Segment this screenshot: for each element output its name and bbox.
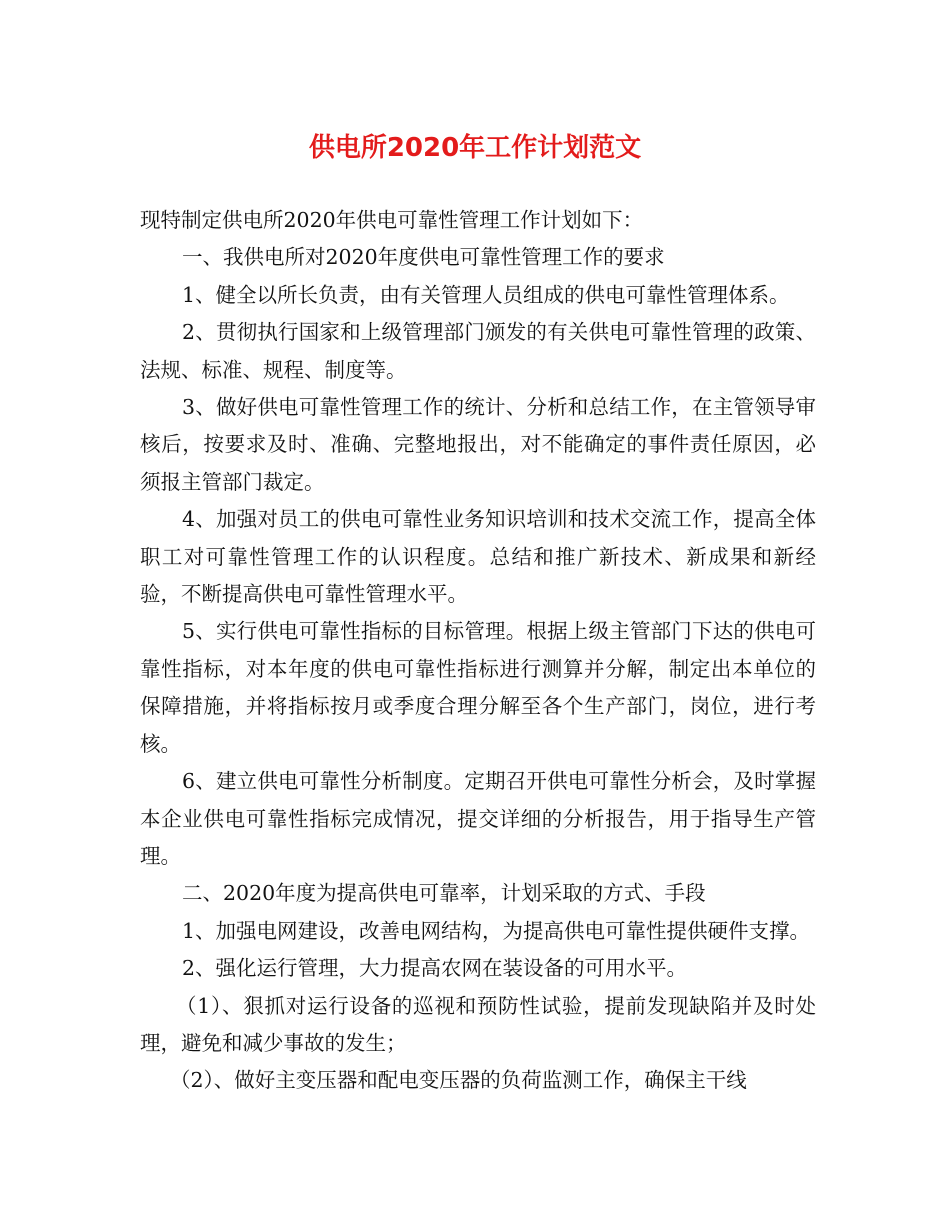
paragraph-item-4: 4、加强对员工的供电可靠性业务知识培训和技术交流工作，提高全体职工对可靠性管理工作的认识程度。总结和推广新技术、新成果和新经验，不断提高供电可靠性管理水平。 — [140, 507, 816, 607]
document-title: 供电所2020年工作计划范文 — [308, 133, 642, 163]
paragraph-item-5: 5、实行供电可靠性指标的目标管理。根据上级主管部门下达的供电可靠性指标，对本年度的供电可靠性指标进行测算并分解，制定出本单位的保障措施，并将指标按月或季度合理分解至各个生产部门，岗位，进行考核。 — [140, 619, 816, 756]
paragraph-item-1: 1、健全以所长负责，由有关管理人员组成的供电可靠性管理体系。 — [182, 282, 790, 307]
paragraph-item-3: 3、做好供电可靠性管理工作的统计、分析和总结工作，在主管领导审核后，按要求及时、准确、完整地报出，对不能确定的事件责任原因，必须报主管部门裁定。 — [140, 395, 816, 494]
paragraph-item-2: 2、贯彻执行国家和上级管理部门颁发的有关供电可靠性管理的政策、法规、标准、规程、制度等。 — [140, 320, 816, 382]
section-heading-2: 二、2020年度为提高供电可靠率，计划采取的方式、手段 — [182, 881, 706, 906]
paragraph-subitem-2: （2）、做好主变压器和配电变压器的负荷监测工作，确保主干线 — [170, 1068, 747, 1093]
document-body — [140, 202, 816, 1100]
paragraph-item-6: 6、建立供电可靠性分析制度。定期召开供电可靠性分析会，及时掌握本企业供电可靠性指标完成情况，提交详细的分析报告，用于指导生产管理。 — [140, 769, 816, 868]
paragraph-measure-1: 1、加强电网建设，改善电网结构，为提高供电可靠性提供硬件支撑。 — [182, 918, 811, 943]
intro-paragraph: 现特制定供电所2020年供电可靠性管理工作计划如下： — [140, 208, 644, 232]
paragraph-measure-2: 2、强化运行管理，大力提高农网在装设备的可用水平。 — [182, 956, 688, 981]
paragraph-subitem-1: （1）、狠抓对运行设备的巡视和预防性试验，提前发现缺陷并及时处理，避免和减少事故的发生； — [140, 993, 816, 1055]
section-heading-1: 一、我供电所对2020年度供电可靠性管理工作的要求 — [182, 245, 665, 270]
